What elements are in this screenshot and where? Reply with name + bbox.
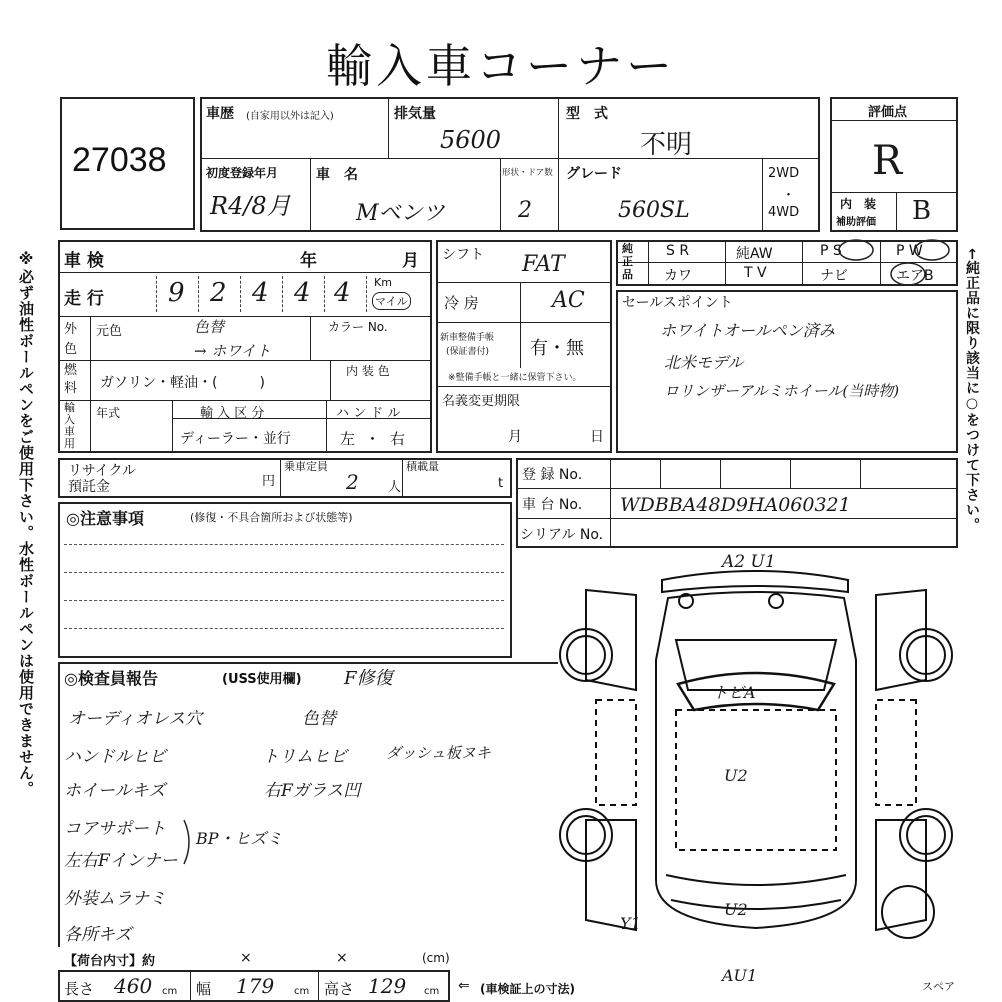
recycle-yen: 円 — [262, 474, 276, 489]
mileage-digit-1: 9 — [168, 278, 185, 308]
airbag-circle-mark — [888, 260, 928, 288]
history-note: (自家用以外は記入) — [246, 111, 334, 122]
option-navi: ナビ — [820, 268, 848, 284]
length-label: 長さ — [64, 980, 95, 998]
mileage-digit-5: 4 — [334, 278, 351, 308]
km-label: Km — [374, 276, 392, 289]
interior-color-label: 内 装 色 — [346, 364, 390, 378]
spare-label: スペア — [922, 980, 955, 993]
car-name-label: 車 名 — [316, 167, 358, 183]
vin-value: WDBBA48D9HA060321 — [620, 494, 851, 516]
manual-label-1: 新車整備手帳 — [440, 333, 495, 343]
inspector-report-note: (USS使用欄) — [222, 672, 302, 687]
mileage-digit-2: 2 — [210, 278, 227, 308]
sales-point-3: ロリンザーアルミホイール(当時物) — [664, 382, 900, 400]
mile-label: マイル — [372, 292, 411, 310]
diagram-mark-y1: Y1 — [620, 914, 641, 933]
grade-value: 560SL — [618, 198, 690, 223]
report-line-10: BP・ヒズミ — [196, 829, 283, 848]
report-line-8: コアサポート — [64, 819, 166, 839]
manual-label-2: (保証書付) — [446, 347, 490, 357]
diagram-mark-u2-front: U2 — [724, 900, 748, 919]
option-sr: S R — [666, 243, 690, 259]
first-reg-value: R4/8月 — [210, 192, 291, 220]
diagram-mark-u2-body: U2 — [724, 766, 748, 785]
caution-note: (修復・不具合箇所および状態等) — [190, 511, 353, 524]
sales-point-1: ホワイトオールペン済み — [660, 321, 835, 340]
sales-points-label: セールスポイント — [622, 295, 733, 311]
original-color-label: 元色 — [96, 324, 123, 339]
report-line-4: トリムヒビ — [262, 747, 347, 767]
shift-value: FAT — [522, 252, 565, 277]
interior-value: B — [912, 196, 932, 226]
width-unit: cm — [294, 986, 310, 997]
ballpen-notice: ※必ず油性ボールペンをご使用下さい。水性ボールペンは使用できません。 — [17, 250, 35, 797]
year-label: 年 — [300, 251, 317, 271]
recycle-label-1: リサイクル — [68, 463, 137, 479]
first-reg-label: 初度登録年月 — [206, 166, 279, 180]
report-line-6: ホイールキズ — [64, 781, 166, 801]
ps-circle-mark — [836, 238, 876, 262]
bracket-mark — [182, 818, 196, 866]
model-year-label: 年式 — [96, 406, 121, 420]
capacity-value: 2 — [346, 470, 359, 494]
car-name-value: Mベンツ — [356, 201, 445, 226]
interior-label-2: 補助評価 — [836, 217, 876, 228]
model-type-value: 不明 — [640, 130, 693, 160]
report-line-9: 左右Fインナー — [64, 851, 178, 871]
history-label: 車歴 — [206, 106, 234, 122]
option-leather: カワ — [664, 268, 692, 284]
option-airbag: エアB — [896, 268, 934, 284]
name-change-day: 日 — [590, 429, 604, 445]
month-label: 月 — [402, 251, 419, 271]
diagram-mark-a2u1: A2 U1 — [722, 552, 776, 572]
doors-label: 形状・ドア数 — [502, 168, 553, 178]
lot-number: 27038 — [72, 141, 167, 179]
mileage-digit-3: 4 — [252, 278, 269, 308]
shaken-label: 車 検 — [64, 251, 104, 271]
model-type-label: 型 式 — [566, 106, 608, 122]
report-line-1: オーディオレス穴 — [68, 709, 203, 729]
interior-label-1: 内 装 — [840, 197, 877, 211]
cargo-label: 【荷台内寸】約 — [64, 954, 156, 969]
drive-4wd: 4WD — [768, 205, 800, 220]
report-line-5: ダッシュ板ヌキ — [386, 744, 491, 762]
lot-number-box — [60, 97, 195, 230]
height-label: 高さ — [324, 980, 355, 998]
reg-no-label: 登 録 No. — [522, 467, 583, 483]
rating-value: R — [872, 138, 903, 184]
capacity-label: 乗車定員 — [284, 460, 328, 473]
name-change-label: 名義変更期限 — [442, 394, 521, 409]
report-line-3: ハンドルヒビ — [64, 747, 166, 767]
cert-note: (車検証上の寸法) — [480, 982, 575, 996]
ac-label: 冷 房 — [444, 294, 479, 312]
car-diagram — [556, 550, 956, 950]
genuine-notice: ←純正品に限り該当に○をつけて下さい。 — [964, 248, 980, 533]
genuine-label: 純正品 — [622, 242, 633, 281]
load-unit: t — [498, 476, 504, 491]
arrow-icon: ⇐ — [458, 978, 470, 994]
drive-dot: ・ — [782, 188, 796, 203]
serial-label: シリアル No. — [520, 527, 604, 543]
import-type-value: ディーラー・並行 — [180, 431, 291, 447]
displacement-label: 排気量 — [394, 106, 436, 122]
displacement-value: 5600 — [440, 126, 502, 154]
mileage-label: 走 行 — [64, 289, 104, 309]
capacity-unit: 人 — [388, 480, 402, 495]
diagram-mark-au1: AU1 — [722, 966, 758, 985]
option-pw: P W — [896, 243, 923, 259]
import-label: 輸入車用 — [64, 401, 75, 450]
cargo-times-2: × — [336, 950, 348, 966]
report-line-7: 右Fガラス凹 — [264, 781, 361, 801]
option-tv: T V — [744, 265, 767, 281]
vin-label: 車 台 No. — [522, 497, 583, 513]
color-arrow: → ホワイト — [194, 342, 271, 360]
report-line-11: 外装ムラナミ — [64, 889, 166, 909]
report-line-12: 各所キズ — [64, 925, 132, 945]
mileage-digit-4: 4 — [294, 278, 311, 308]
rating-label: 評価点 — [868, 105, 908, 120]
doors-value: 2 — [518, 198, 532, 223]
import-type-label: 輸 入 区 分 — [200, 406, 265, 421]
height-unit: cm — [424, 986, 440, 997]
report-line-2: 色替 — [302, 709, 336, 729]
handle-label: ハ ン ド ル — [336, 406, 401, 421]
shift-label: シフト — [442, 247, 484, 263]
cargo-times-1: × — [240, 950, 252, 966]
sales-point-2: 北米モデル — [664, 353, 744, 372]
manual-value: 有・無 — [530, 338, 584, 359]
inspector-report-header: F修復 — [344, 668, 393, 689]
page-title: 輸入車コーナー — [326, 39, 676, 93]
height-value: 129 — [368, 974, 407, 998]
cargo-cm: (cm) — [422, 951, 450, 965]
color-change: 色替 — [194, 318, 225, 336]
pw-circle-mark — [912, 238, 952, 262]
color-no-label: カラー No. — [328, 320, 388, 334]
manual-note: ※整備手帳と一緒に保管下さい。 — [448, 373, 582, 383]
fuel-label: 燃料 — [64, 363, 78, 396]
width-label: 幅 — [196, 980, 212, 998]
option-aw: 純AW — [736, 246, 773, 262]
length-unit: cm — [162, 986, 178, 997]
length-value: 460 — [114, 974, 153, 998]
drive-2wd: 2WD — [768, 166, 800, 181]
width-value: 179 — [236, 974, 275, 998]
option-ps: P S — [820, 243, 842, 259]
diagram-mark-tobi: トビA — [712, 683, 756, 702]
fuel-options: ガソリン・軽油・( ) — [100, 375, 265, 391]
load-label: 積載量 — [406, 460, 439, 473]
exterior-label: 外色 — [64, 322, 78, 357]
recycle-label-2: 預託金 — [68, 479, 110, 495]
grade-label: グレード — [566, 166, 622, 182]
inspector-report-label: ◎検査員報告 — [64, 669, 158, 688]
ac-value: AC — [552, 288, 585, 313]
handle-value: 左・右 — [340, 430, 416, 448]
name-change-month: 月 — [508, 429, 522, 445]
caution-label: ◎注意事項 — [66, 509, 144, 528]
